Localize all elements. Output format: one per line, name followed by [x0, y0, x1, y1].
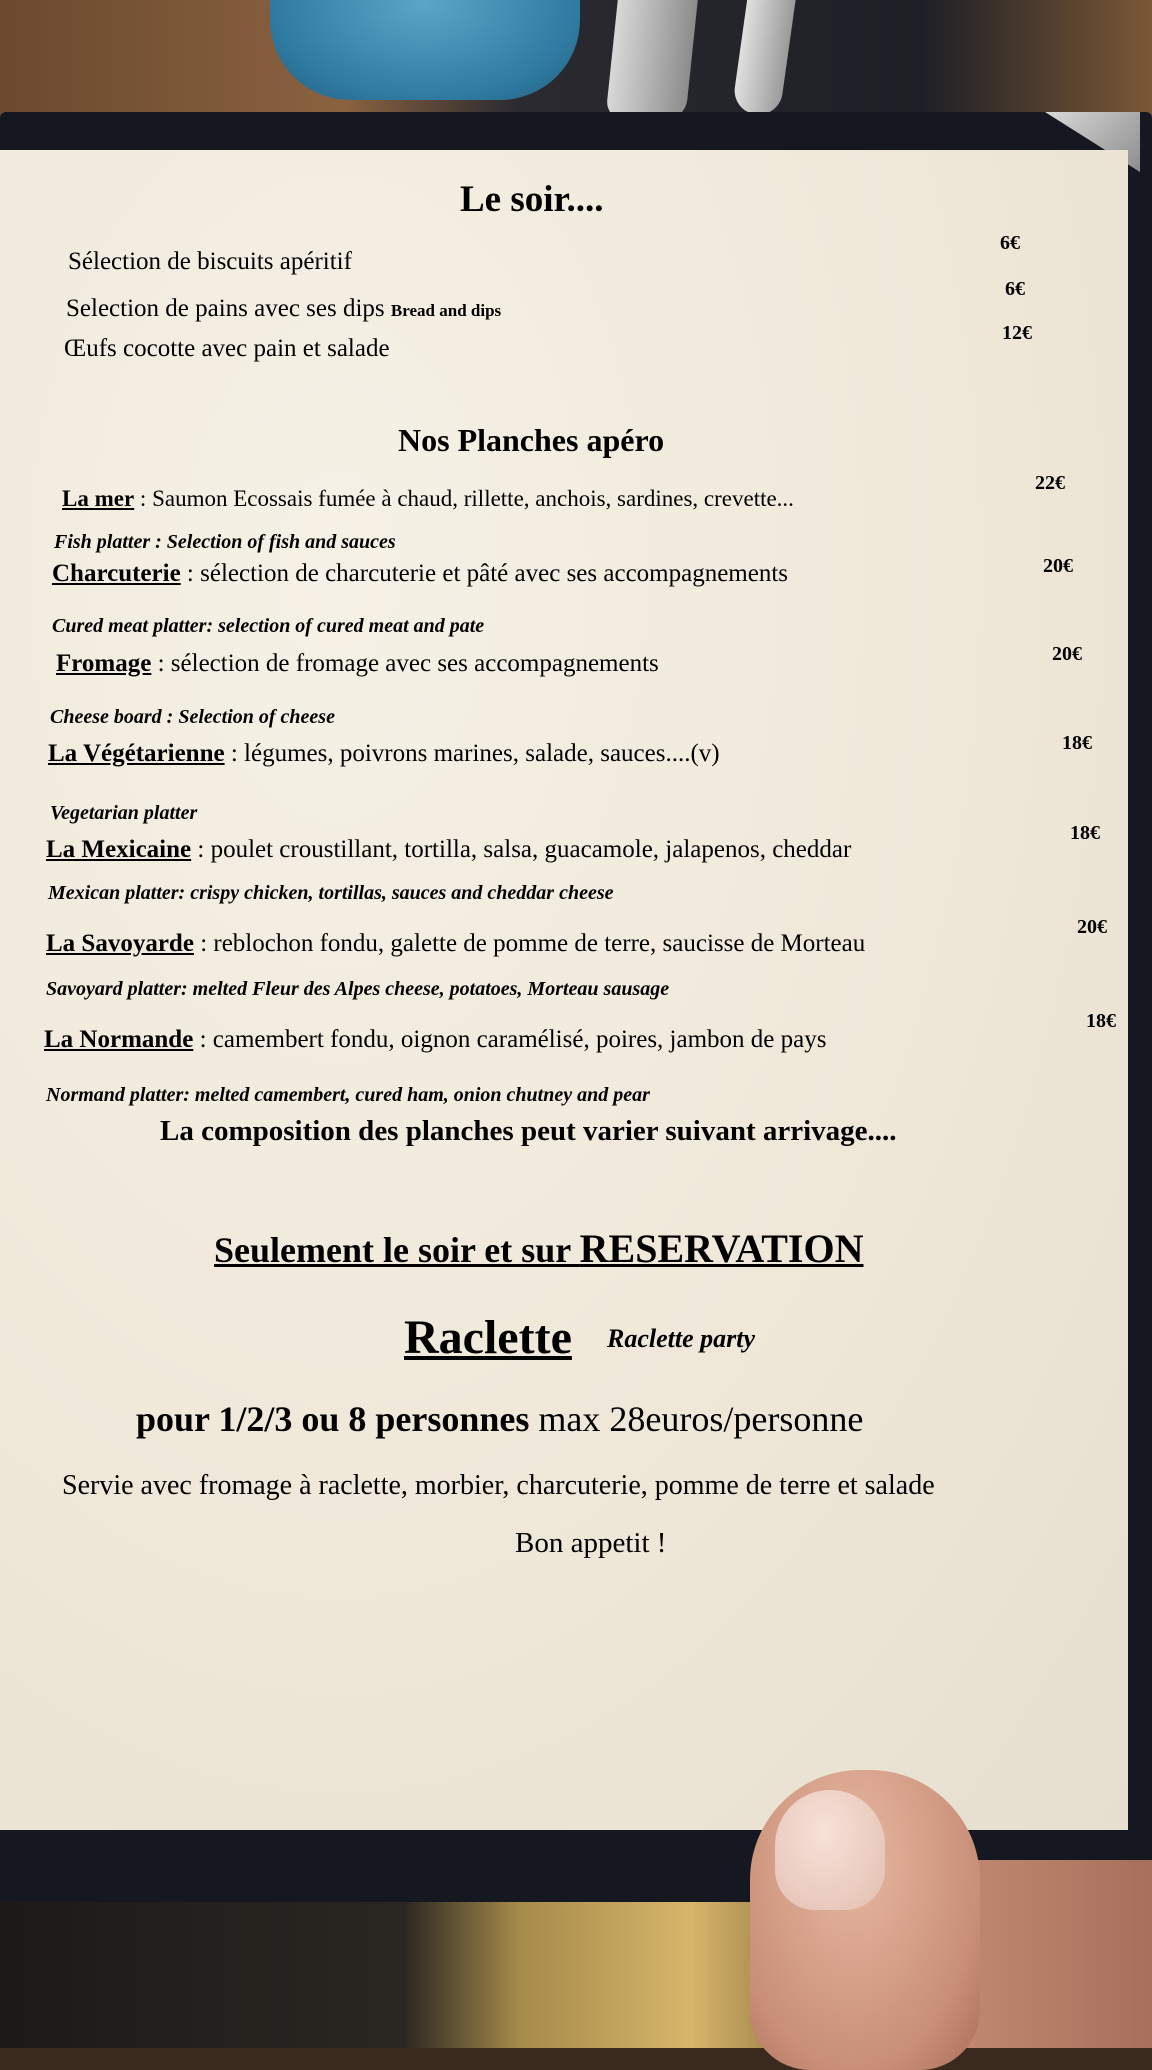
planche-price: 20€: [1077, 916, 1107, 938]
planche-row: [46, 836, 851, 864]
soir-item-price: 6€: [1005, 278, 1025, 300]
planche-description: camembert fondu, oignon caramélisé, poires, jambon de pays: [212, 1026, 827, 1053]
planches-note: La composition des planches peut varier suivant arrivage....: [160, 1115, 897, 1147]
planche-name: La mer: [62, 486, 135, 511]
planche-row: [48, 740, 720, 768]
planche-description: sélection de charcuterie et pâté avec ses accompagnements: [200, 560, 789, 587]
planche-description: reblochon fondu, galette de pomme de terre, saucisse de Morteau: [213, 930, 866, 957]
raclette-persons: [136, 1398, 863, 1440]
planche-price: 20€: [1052, 643, 1082, 665]
raclette-served: Servie avec fromage à raclette, morbier, charcuterie, pomme de terre et salade: [62, 1470, 935, 1501]
soir-item-label-text: Selection de pains avec ses dips: [66, 295, 385, 322]
planche-separator: :: [180, 560, 201, 587]
planche-price: 22€: [1035, 472, 1065, 494]
planche-price: 18€: [1086, 1010, 1116, 1032]
planches-title: Nos Planches apéro: [398, 422, 665, 458]
raclette-price: max 28euros/personne: [538, 1399, 864, 1439]
planche-row: [52, 560, 788, 588]
planche-row: [62, 486, 794, 512]
thumbnail: [775, 1790, 885, 1910]
planche-price: 20€: [1043, 555, 1073, 577]
planche-price: 18€: [1062, 732, 1092, 754]
planche-price: 18€: [1070, 822, 1100, 844]
soir-title: Le soir....: [460, 179, 604, 220]
planche-name: La Mexicaine: [46, 836, 192, 863]
soir-item-note: Bread and dips: [390, 301, 502, 320]
planche-english: Mexican platter: crispy chicken, tortillas, sauces and cheddar cheese: [48, 882, 614, 904]
reservation-label: RESERVATION: [579, 1226, 864, 1271]
planche-english: Savoyard platter: melted Fleur des Alpes cheese, potatoes, Morteau sausage: [46, 978, 670, 1000]
raclette-headline-text: Seulement le soir et sur: [214, 1230, 580, 1270]
planche-separator: :: [134, 486, 153, 511]
planche-separator: :: [193, 930, 214, 957]
planche-english: Normand platter: melted camembert, cured ham, onion chutney and pear: [46, 1084, 650, 1106]
planche-separator: :: [151, 650, 171, 677]
planche-name: La Végétarienne: [48, 740, 225, 767]
raclette-subtitle: Raclette party: [607, 1324, 756, 1353]
closing-text: Bon appetit !: [515, 1527, 667, 1559]
soir-item-price: 6€: [1000, 232, 1020, 254]
soir-item-price: 12€: [1002, 322, 1032, 344]
soir-item-label: Sélection de biscuits apéritif: [68, 248, 352, 275]
planche-description: Saumon Ecossais fumée à chaud, rillette, anchois, sardines, crevette...: [152, 486, 794, 511]
planche-english: Fish platter : Selection of fish and sauces: [54, 531, 396, 553]
raclette-persons-bold: pour 1/2/3 ou 8 personnes: [136, 1399, 530, 1439]
planche-description: poulet croustillant, tortilla, salsa, guacamole, jalapenos, cheddar: [210, 836, 852, 863]
planche-description: légumes, poivrons marines, salade, sauces....(v): [244, 740, 720, 767]
soir-item-label: [66, 295, 501, 323]
planche-name: Charcuterie: [52, 560, 181, 587]
planche-name: La Savoyarde: [46, 930, 194, 957]
planche-name: Fromage: [56, 650, 152, 677]
planche-row: [44, 1026, 826, 1054]
knife: [605, 0, 699, 120]
planche-description: sélection de fromage avec ses accompagnements: [170, 650, 659, 677]
planche-row: [46, 930, 865, 958]
planche-english: Cheese board : Selection of cheese: [50, 706, 335, 728]
planche-name: La Normande: [44, 1026, 194, 1053]
raclette-headline: [214, 1225, 864, 1272]
soir-item-label: Œufs cocotte avec pain et salade: [64, 335, 390, 362]
blue-cup: [270, 0, 580, 100]
raclette-title: Raclette: [404, 1311, 572, 1364]
planche-separator: :: [193, 1026, 213, 1053]
planche-row: [56, 650, 659, 678]
planche-separator: :: [191, 836, 211, 863]
planche-english: Cured meat platter: selection of cured meat and pate: [52, 615, 485, 637]
planche-english: Vegetarian platter: [50, 802, 198, 824]
planche-separator: :: [224, 740, 245, 767]
